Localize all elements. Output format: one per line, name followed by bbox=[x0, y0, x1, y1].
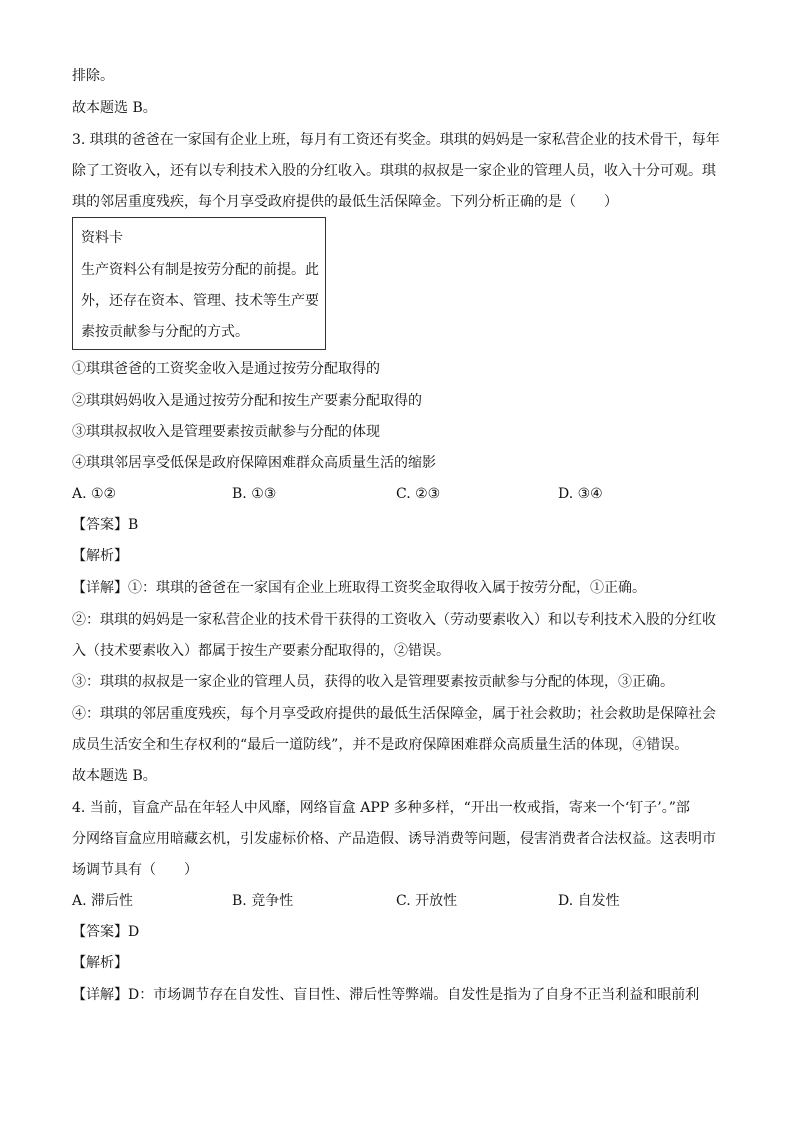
explanation-line: ④：琪琪的邻居重度残疾，每个月享受政府提供的最低生活保障金，属于社会救助；社会救助是保障社会 bbox=[72, 706, 716, 722]
info-card-title: 资料卡 bbox=[81, 230, 123, 246]
question-3-stem: 3. 琪琪的爸爸在一家国有企业上班，每月有工资还有奖金。琪琪的妈妈是一家私营企业的技术骨干，每年 bbox=[72, 132, 720, 148]
question-3-stem: 除了工资收入，还有以专利技术入股的分红收入。琪琪的叔叔是一家企业的管理人员，收入十分可观。琪 bbox=[72, 163, 716, 179]
info-card-line: 素按贡献参与分配的方式。 bbox=[81, 324, 249, 340]
option-b: B. ①③ bbox=[232, 486, 277, 502]
answer-label: 【答案】D bbox=[72, 924, 140, 940]
statement-3: ③琪琪叔叔收入是管理要素按贡献参与分配的体现 bbox=[72, 424, 380, 440]
analysis-label: 【解析】 bbox=[72, 955, 128, 971]
explanation-line: ②：琪琪的妈妈是一家私营企业的技术骨干获得的工资收入（劳动要素收入）和以专利技术入股的分红收 bbox=[72, 612, 716, 628]
option-c: C. ②③ bbox=[396, 486, 441, 502]
info-card-line: 生产资料公有制是按劳分配的前提。此 bbox=[81, 262, 319, 278]
info-card bbox=[72, 217, 326, 350]
statement-1: ①琪琪爸爸的工资奖金收入是通过按劳分配取得的 bbox=[72, 361, 380, 377]
explanation-line: 【详解】D：市场调节存在自发性、盲目性、滞后性等弊端。自发性是指为了自身不正当利益和眼前利 bbox=[72, 987, 700, 1003]
text-line: 故本题选 B。 bbox=[72, 100, 157, 116]
question-4-stem: 4. 当前，盲盒产品在年轻人中风靡，网络盲盒 APP 多种多样，“开出一枚戒指，寄来一个‘钉子’。”部 bbox=[72, 800, 690, 816]
analysis-label: 【解析】 bbox=[72, 548, 128, 564]
option-a: A. 滞后性 bbox=[72, 893, 134, 909]
answer-label: 【答案】B bbox=[72, 517, 139, 533]
explanation-line: 【详解】①：琪琪的爸爸在一家国有企业上班取得工资奖金取得收入属于按劳分配，①正确。 bbox=[72, 580, 646, 596]
question-3-stem: 琪的邻居重度残疾，每个月享受政府提供的最低生活保障金。下列分析正确的是（ ） bbox=[72, 194, 618, 210]
option-c: C. 开放性 bbox=[396, 893, 458, 909]
statement-4: ④琪琪邻居享受低保是政府保障困难群众高质量生活的缩影 bbox=[72, 455, 436, 471]
text-line: 排除。 bbox=[72, 68, 114, 84]
question-4-stem: 分网络盲盒应用暗藏玄机，引发虚标价格、产品造假、诱导消费等问题，侵害消费者合法权益。这表明市 bbox=[72, 831, 716, 847]
info-card-line: 外，还存在资本、管理、技术等生产要 bbox=[81, 293, 319, 309]
option-d: D. 自发性 bbox=[558, 893, 620, 909]
question-4-stem: 场调节具有（ ） bbox=[72, 862, 198, 878]
text-line: 故本题选 B。 bbox=[72, 768, 157, 784]
explanation-line: 成员生活安全和生存权利的“最后一道防线”，并不是政府保障困难群众高质量生活的体现，④错误。 bbox=[72, 737, 689, 753]
explanation-line: 入（技术要素收入）都属于按生产要素分配取得的，②错误。 bbox=[72, 643, 450, 659]
option-d: D. ③④ bbox=[558, 486, 603, 502]
explanation-line: ③：琪琪的叔叔是一家企业的管理人员，获得的收入是管理要素按贡献参与分配的体现，③正确。 bbox=[72, 674, 674, 690]
statement-2: ②琪琪妈妈收入是通过按劳分配和按生产要素分配取得的 bbox=[72, 393, 422, 409]
option-a: A. ①② bbox=[72, 486, 117, 502]
option-b: B. 竞争性 bbox=[232, 893, 294, 909]
